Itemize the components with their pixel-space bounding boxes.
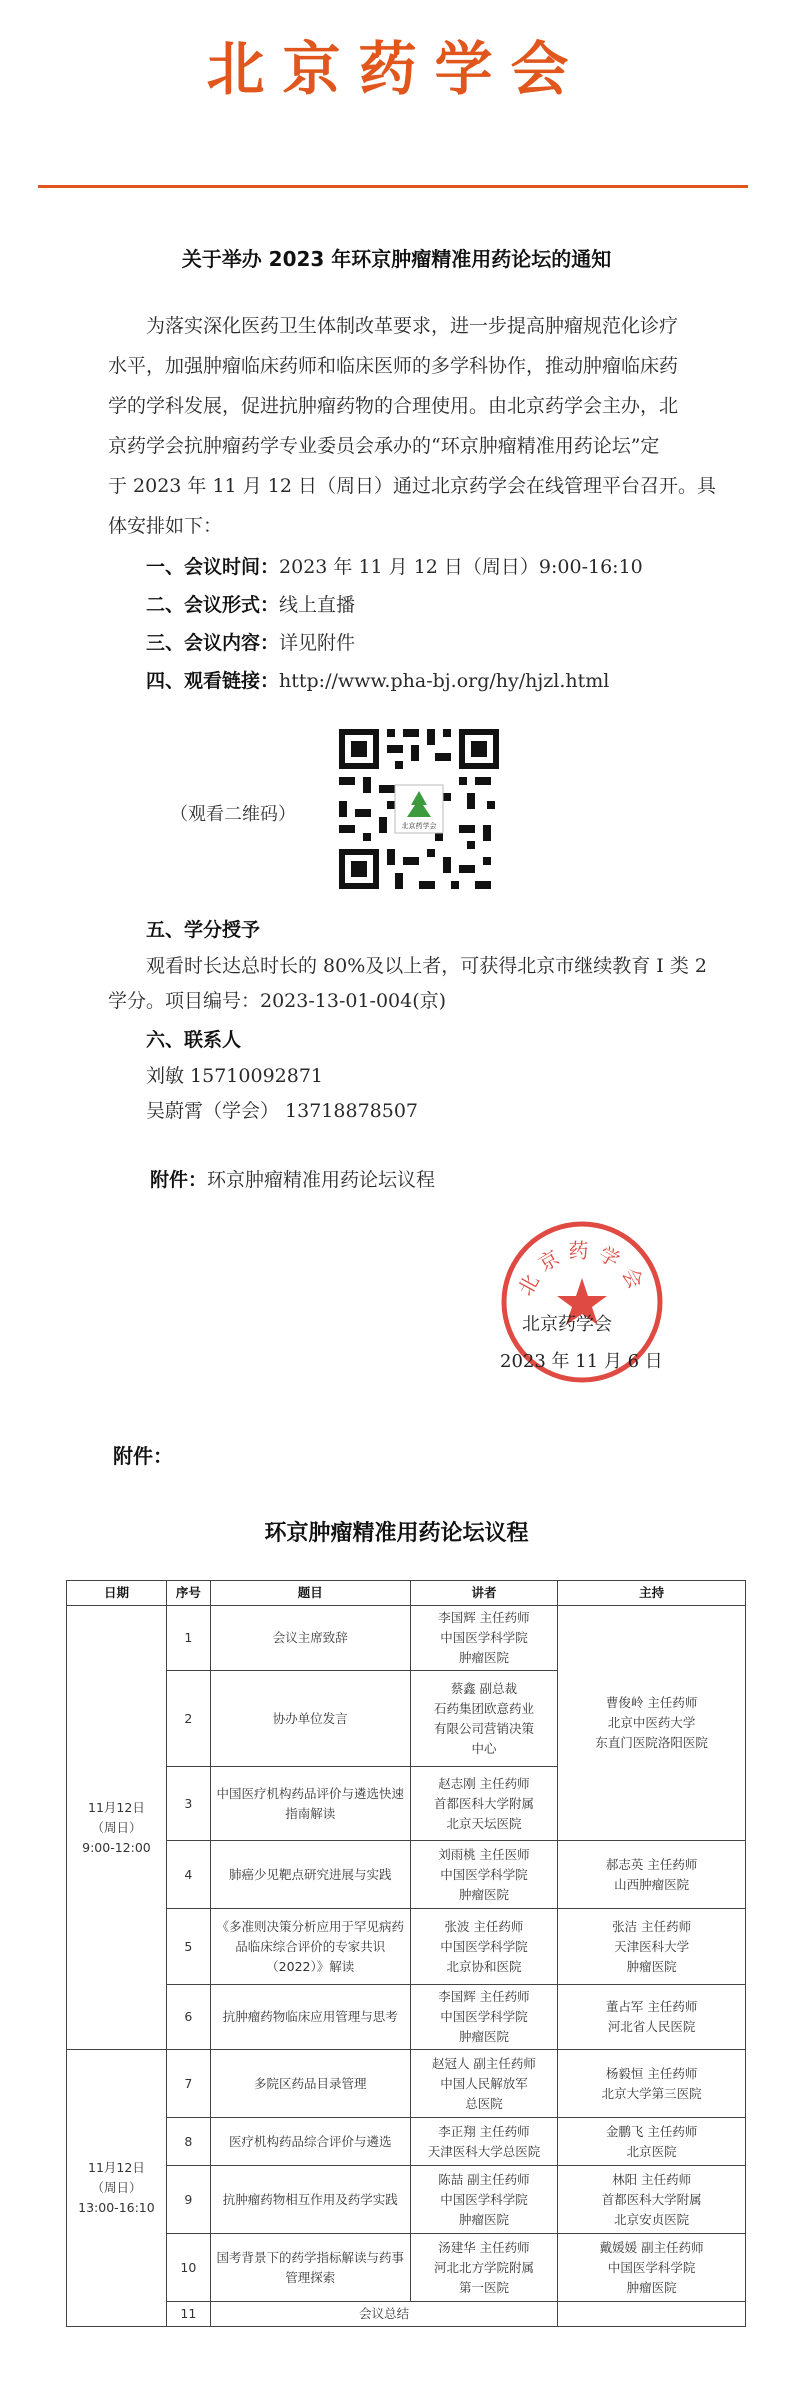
attachment-value: 环京肿瘤精准用药论坛议程: [207, 1169, 436, 1191]
intro-line-3: 学的学科发展，促进抗肿瘤药物的合理使用。由北京药学会主办，北: [108, 395, 679, 417]
col-date: 日期: [67, 1581, 167, 1606]
table-row: [67, 1841, 746, 1909]
agenda-title: 环京肿瘤精准用药论坛议程: [264, 1521, 529, 1546]
row-no: 2: [166, 1671, 210, 1767]
row-no: 8: [166, 2118, 210, 2166]
row-speaker: 赵志刚 主任药师 首都医科大学附属 北京天坛医院: [410, 1767, 558, 1841]
row-no: 6: [166, 1985, 210, 2050]
table-row: [67, 2166, 746, 2234]
row-no: 11: [166, 2302, 210, 2327]
row-host: 张洁 主任药师 天津医科大学 肿瘤医院: [558, 1909, 746, 1985]
signature-org: 北京药学会: [522, 1314, 612, 1335]
summary-cell: 会议总结: [210, 2302, 557, 2327]
row-host: 金鹏飞 主任药师 北京医院: [558, 2118, 746, 2166]
row-host: 戴媛媛 副主任药师 中国医学科学院 肿瘤医院: [558, 2234, 746, 2302]
credit-line-1: 观看时长达总时长的 80%及以上者，可获得北京市继续教育 I 类 2: [146, 955, 707, 977]
row-topic: 会议主席致辞: [210, 1606, 410, 1671]
svg-text:北京药学会: 北京药学会: [513, 1238, 652, 1300]
row-speaker: 赵冠人 副主任药师 中国人民解放军 总医院: [410, 2050, 558, 2118]
table-row: [67, 2234, 746, 2302]
row-speaker: 李正翔 主任药师 天津医科大学总医院: [410, 2118, 558, 2166]
contact-label: 六、联系人: [146, 1029, 242, 1051]
item-link-label: 四、观看链接：: [146, 670, 280, 692]
row-topic: 多院区药品目录管理: [210, 2050, 410, 2118]
row-no: 9: [166, 2166, 210, 2234]
row-speaker: 蔡鑫 副总裁 石药集团欧意药业 有限公司营销决策 中心: [410, 1671, 558, 1767]
col-no: 序号: [166, 1581, 210, 1606]
col-host: 主持: [558, 1581, 746, 1606]
header-divider: [38, 185, 748, 188]
row-speaker: 刘雨桃 主任医师 中国医学科学院 肿瘤医院: [410, 1841, 558, 1909]
morning-date: 11月12日 （周日） 9:00-12:00: [67, 1606, 167, 2050]
agenda-table: [66, 1580, 746, 2327]
item-link: [146, 666, 609, 693]
contact-line-2: 吴蔚霄（学会） 13718878507: [146, 1100, 419, 1122]
attachment-line: [150, 1165, 435, 1192]
credit-heading: [146, 915, 260, 942]
item-format-label: 二、会议形式：: [146, 594, 280, 616]
row-speaker: 李国辉 主任药师 中国医学科学院 肿瘤医院: [410, 1985, 558, 2050]
row-host: 董占军 主任药师 河北省人民医院: [558, 1985, 746, 2050]
row-speaker: 陈喆 副主任药师 中国医学科学院 肿瘤医院: [410, 2166, 558, 2234]
qr-center-text: 北京药学会: [401, 822, 437, 830]
row-host-empty: [558, 2302, 746, 2327]
attachment-label: 附件：: [150, 1169, 208, 1191]
item-time: [146, 552, 643, 579]
qr-caption: （观看二维码）: [170, 804, 296, 825]
qr-code[interactable]: [335, 725, 503, 893]
row-no: 5: [166, 1909, 210, 1985]
row-no: 10: [166, 2234, 210, 2302]
table-row: [67, 1985, 746, 2050]
contact-line-1: 刘敏 15710092871: [146, 1065, 324, 1087]
row-no: 7: [166, 2050, 210, 2118]
credit-label: 五、学分授予: [146, 919, 261, 941]
row-speaker: 张波 主任药师 中国医学科学院 北京协和医院: [410, 1909, 558, 1985]
table-header-row: [67, 1581, 746, 1606]
row-host: 曹俊岭 主任药师 北京中医药大学 东直门医院洛阳医院: [558, 1606, 746, 1841]
table-row: [67, 2302, 746, 2327]
row-host: 林阳 主任药师 首都医科大学附属 北京安贞医院: [558, 2166, 746, 2234]
credit-line-2: 学分。项目编号：2023-13-01-004(京): [108, 990, 447, 1012]
col-topic: 题目: [210, 1581, 410, 1606]
item-format-value: 线上直播: [279, 594, 356, 616]
row-topic: 抗肿瘤药物临床应用管理与思考: [210, 1985, 410, 2050]
item-content-value: 详见附件: [279, 632, 356, 654]
intro-line-4: 京药学会抗肿瘤药学专业委员会承办的“环京肿瘤精准用药论坛”定: [108, 435, 660, 457]
watch-link[interactable]: http://www.pha-bj.org/hy/hjzl.html: [279, 670, 610, 692]
row-topic: 中国医疗机构药品评价与遴选快速指南解读: [210, 1767, 410, 1841]
row-topic: 抗肿瘤药物相互作用及药学实践: [210, 2166, 410, 2234]
signature-date: 2023 年 11 月 6 日: [500, 1351, 663, 1372]
item-content-label: 三、会议内容：: [146, 632, 280, 654]
row-speaker: 汤建华 主任药师 河北北方学院附属 第一医院: [410, 2234, 558, 2302]
row-host: 杨毅恒 主任药师 北京大学第三医院: [558, 2050, 746, 2118]
row-host: 郝志英 主任药师 山西肿瘤医院: [558, 1841, 746, 1909]
row-topic: 协办单位发言: [210, 1671, 410, 1767]
intro-line-5: 于 2023 年 11 月 12 日（周日）通过北京药学会在线管理平台召开。具: [108, 475, 716, 497]
intro-line-6: 体安排如下：: [108, 515, 223, 537]
col-speaker: 讲者: [410, 1581, 558, 1606]
intro-line-1: 为落实深化医药卫生体制改革要求，进一步提高肿瘤规范化诊疗: [146, 315, 679, 337]
row-no: 3: [166, 1767, 210, 1841]
org-title: 北京药学会: [206, 35, 587, 103]
item-format: [146, 590, 355, 617]
intro-line-2: 水平，加强肿瘤临床药师和临床医师的多学科协作，推动肿瘤临床药: [108, 355, 679, 377]
afternoon-date: 11月12日 （周日） 13:00-16:10: [67, 2050, 167, 2327]
row-no: 1: [166, 1606, 210, 1671]
notice-title: 关于举办 2023 年环京肿瘤精准用药论坛的通知: [181, 247, 612, 271]
row-no: 4: [166, 1841, 210, 1909]
row-topic: 《多准则决策分析应用于罕见病药品临床综合评价的专家共识（2022）》解读: [210, 1909, 410, 1985]
row-topic: 肺癌少见靶点研究进展与实践: [210, 1841, 410, 1909]
table-row: [67, 2050, 746, 2118]
table-row: [67, 1606, 746, 1671]
table-row: [67, 1909, 746, 1985]
contact-heading: [146, 1025, 241, 1052]
item-time-value: 2023 年 11 月 12 日（周日）9:00-16:10: [279, 556, 643, 578]
item-content: [146, 628, 355, 655]
row-topic: 医疗机构药品综合评价与遴选: [210, 2118, 410, 2166]
attachment-heading: 附件：: [113, 1444, 173, 1468]
row-topic: 国考背景下的药学指标解读与药事管理探索: [210, 2234, 410, 2302]
item-time-label: 一、会议时间：: [146, 556, 280, 578]
table-row: [67, 2118, 746, 2166]
row-speaker: 李国辉 主任药师 中国医学科学院 肿瘤医院: [410, 1606, 558, 1671]
